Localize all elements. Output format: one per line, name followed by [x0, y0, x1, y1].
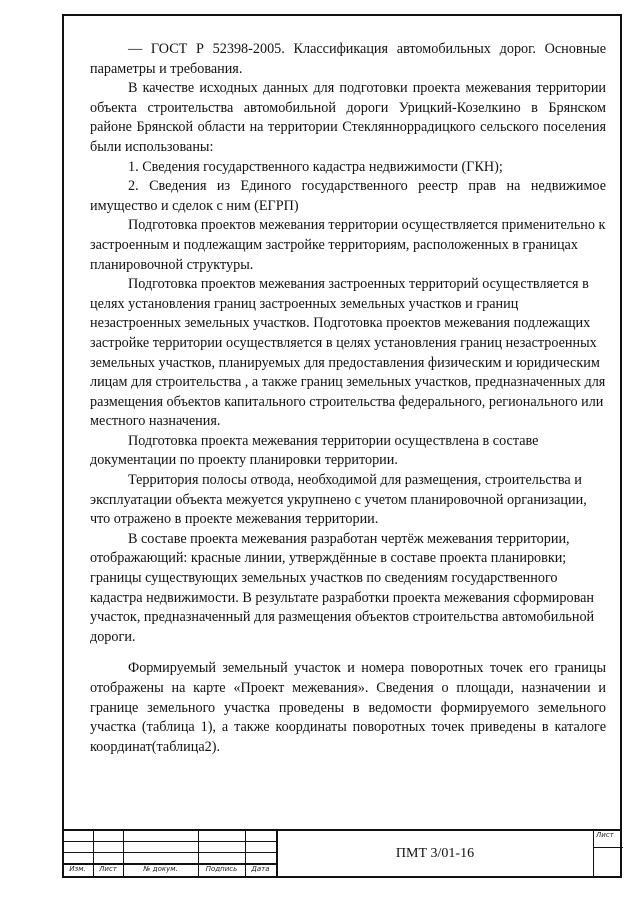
paragraph: В составе проекта межевания разработан чертёж межевания территории, отображающий: красные линии, утверждённые в составе проекта планировки; границы существующих земельных участков по сведениям государственного кадастра недвижимости. В результате разработки проекта межевания сформирован участок, предназначенный для размещения объектов строительства автомобильной дороги. — [90, 530, 595, 645]
paragraph: Территория полосы отвода, необходимой для размещения, строительства и эксплуатации объекта межуется укрупнено с учетом планировочной организации, что отражено в проекте межевания территории. — [90, 472, 587, 528]
paragraph: 1. Сведения государственного кадастра недвижимости (ГКН); — [128, 158, 503, 175]
col-label-izm: Изм. — [69, 865, 86, 873]
document-body — [90, 40, 606, 757]
document-code: ПМТ 3/01-16 — [395, 845, 475, 861]
paragraph: — ГОСТ Р 52398-2005. Классификация автомобильных дорог. Основные параметры и требования. — [90, 41, 606, 77]
paragraph: Подготовка проектов межевания застроенных территорий осуществляется в целях установления границ застроенных земельных участков и границ незастроенных земельных участков. Подготовка проектов межевания подлежащих застройке территории осуществляется в целях установления границ незастроенных земельных участков, планируемых для предоставления физическим и юридическим лицам для строительства , а также границ земельных участков, предназначенных для размещения объектов капитального строительства федерального, регионального или местного назначения. — [90, 276, 606, 430]
title-block — [62, 829, 622, 878]
col-label-date: Дата — [251, 865, 270, 873]
sheet-number-box — [593, 829, 622, 878]
col-label-list: Лист — [99, 865, 117, 873]
col-label-doc-number: № докум. — [143, 865, 178, 873]
paragraph: Формируемый земельный участок и номера поворотных точек его границы отображены на карте «Проект межевания». Сведения о площади, назначении и границе земельного участка проведены в ведомости формируемого земельного участка (таблица 1), а также координаты поворотных точек приведены в каталоге координат(таблица2). — [90, 660, 606, 755]
paragraph: Подготовка проекта межевания территории осуществлена в составе документации по проекту планировки территории. — [90, 432, 539, 469]
sheet-box-divider — [594, 847, 623, 848]
paragraph: 2. Сведения из Единого государственного реестр прав на недвижимое имущество и сделок с ним (ЕГРП) — [90, 178, 606, 214]
col-label-signature: Подпись — [205, 865, 238, 873]
sheet-label: Лист — [596, 831, 614, 839]
paragraph: В качестве исходных данных для подготовки проекта межевания территории объекта строительства автомобильной дороги Урицкий-Козелкино в Брянском районе Брянской области на территории Стеклянноррадицкого сельского поселения были использованы: — [90, 80, 606, 155]
paragraph: Подготовка проектов межевания территории осуществляется применительно к застроенным и подлежащим застройке территориям, расположенных в границах планировочной структуры. — [90, 217, 606, 273]
